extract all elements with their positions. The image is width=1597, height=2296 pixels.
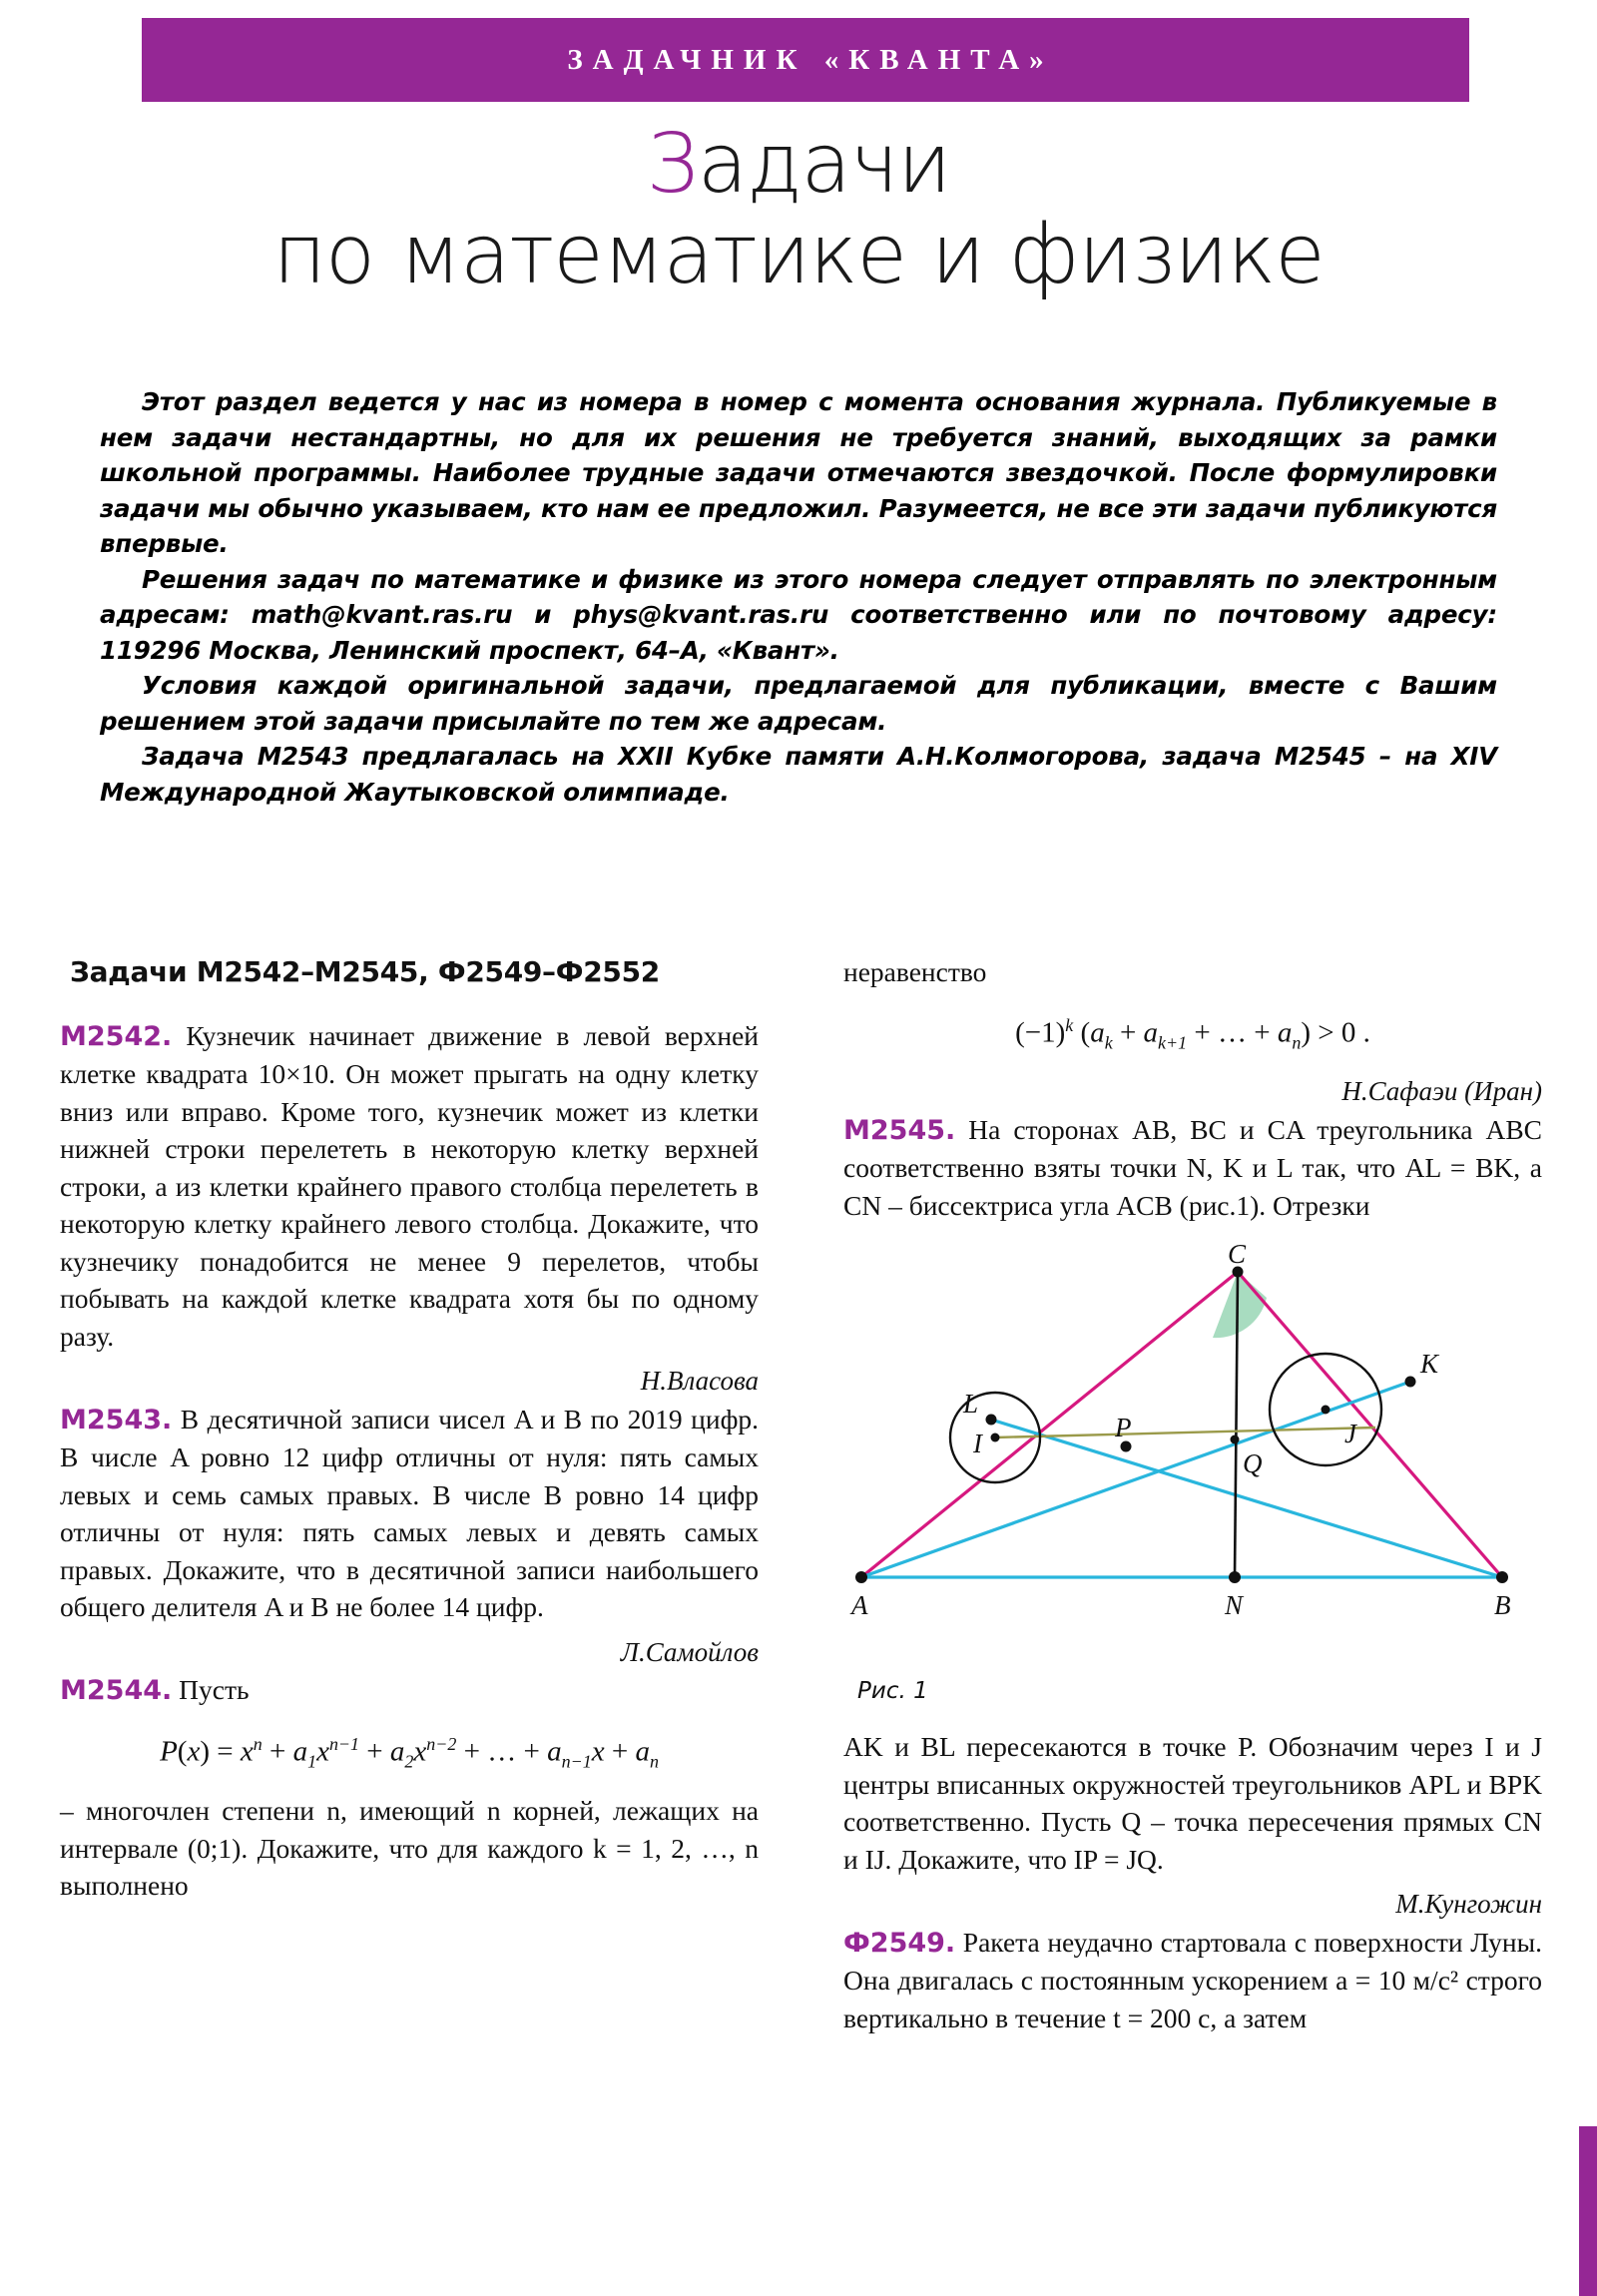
problem-body-m2545-part2: AK и BL пересекаются в точке P. Обозначим через I и J центры вписанных окружностей треугольников APL и BPK соответственно. Пусть Q – точка пересечения прямых CN и IJ. Докажите, что IP = JQ. bbox=[843, 1731, 1542, 1875]
intro-paragraph-1: Этот раздел ведется у нас из номера в номер с момента основания журнала. Публикуемые в нем задачи нестандартны, но для их решения не требуется знаний, выходящих за рамки школьной программы. Наиболее трудные задачи отмечаются звездочкой. После формулировки задачи мы обычно указываем, кто нам ее предложил. Разумеется, не все эти задачи публикуются впервые. bbox=[100, 387, 1497, 558]
problem-number-m2543: М2543. bbox=[60, 1404, 173, 1435]
label-k: K bbox=[1420, 1348, 1439, 1379]
label-i: I bbox=[973, 1428, 982, 1458]
problem-author-m2543: Л.Самойлов bbox=[620, 1636, 759, 1667]
intro-paragraph-2: Решения задач по математике и физике из этого номера следует отправлять по электронным адресам: math@kvant.ras.ru и phys@kvant.ras.ru соответственно или по почтовому адресу: 119296 Москва, Ленинский проспект, 64–А, «Квант». bbox=[100, 564, 1497, 665]
line-ij bbox=[995, 1428, 1375, 1437]
label-j: J bbox=[1344, 1418, 1356, 1448]
point-l-dot bbox=[986, 1415, 997, 1426]
label-n: N bbox=[1225, 1589, 1244, 1620]
page-edge-tab bbox=[1579, 2126, 1597, 2296]
point-n-dot bbox=[1229, 1571, 1241, 1583]
problem-author-m2545: М.Кунгожин bbox=[1395, 1889, 1542, 1920]
side-ac-line bbox=[861, 1272, 1238, 1577]
problem-body-m2542: Кузнечик начинает движение в левой верхней клетке квадрата 10×10. Он может прыгать на одну клетку вниз или вправо. Кроме того, кузнечик может из клетки нижней строки перелететь в некоторую клетку верхней строки, а из клетки крайнего правого столбца перелететь в некоторую клетку крайнего левого столбца. Докажите, что кузнечику понадобится не менее 9 перелетов, чтобы побывать на каждой клетке квадрата хотя бы по одному разу. bbox=[60, 1019, 759, 1352]
problem-number-m2544: М2544. bbox=[60, 1675, 173, 1706]
point-j-dot bbox=[1322, 1406, 1331, 1415]
intro-paragraph-4: Задача М2543 предлагалась на XXII Кубке памяти А.Н.Колмогорова, задача М2545 – на XIV Международной Жаутыковской олимпиаде. bbox=[100, 742, 1497, 807]
problem-body-m2543: В десятичной записи чисел A и B по 2019 цифр. В числе A ровно 12 цифр отличны от нуля: пять самых левых и семь самых правых. В числе B ровно 14 цифр отличны от нуля: пять самых левых и девять самых правых. Докажите, что в десятичной записи наибольшего общего делителя A и B не более 14 цифр. bbox=[60, 1403, 760, 1622]
problem-author-m2542: Н.Власова bbox=[640, 1366, 759, 1396]
problems-section-heading: Задачи М2542–М2545, Ф2549–Ф2552 bbox=[70, 955, 660, 988]
problem-m2542 bbox=[60, 1017, 759, 1356]
problem-body-m2544-before: Пусть bbox=[179, 1674, 250, 1705]
problem-number-f2549: Ф2549. bbox=[843, 1927, 956, 1959]
title-line-1-rest: адачи bbox=[697, 117, 951, 212]
label-p: P bbox=[1115, 1412, 1132, 1442]
figure-caption: Рис. 1 bbox=[857, 1677, 928, 1704]
point-i-dot bbox=[991, 1434, 1000, 1442]
intro-paragraph-3: Условия каждой оригинальной задачи, предлагаемой для публикации, вместе с Вашим решением этой задачи присылайте по тем же адресам. bbox=[100, 671, 1497, 736]
label-l: L bbox=[963, 1388, 979, 1419]
figure-ris-1 bbox=[843, 1238, 1542, 1710]
triangle-diagram-svg bbox=[843, 1242, 1542, 1661]
angle-fill-acb bbox=[1213, 1272, 1267, 1338]
label-b: B bbox=[1494, 1589, 1511, 1620]
point-p-dot bbox=[1121, 1441, 1132, 1452]
formula-m2544-polynomial: $P(x) = x^n + a_1x^{n-1} + a_2x^{n-2}$ + … + $a_{n-1}x + a_n$ bbox=[160, 1733, 659, 1771]
problem-number-m2545: М2545. bbox=[843, 1114, 956, 1146]
formula-m2544-inequality: $(-1)^k$ ($a_k + a_{k+1}$ + … + $a_n) > 0$ . bbox=[1015, 1014, 1370, 1052]
section-banner bbox=[142, 18, 1469, 102]
problem-m2543 bbox=[60, 1401, 759, 1626]
intro-block bbox=[100, 384, 1497, 810]
point-c-dot bbox=[1233, 1267, 1244, 1278]
problem-f2549 bbox=[843, 1924, 1542, 2037]
point-b-dot bbox=[1496, 1571, 1508, 1583]
right-lead-word: неравенство bbox=[843, 956, 987, 987]
problem-m2545 bbox=[843, 1111, 1542, 1225]
problem-m2544 bbox=[60, 1671, 759, 1710]
side-cb-line bbox=[1238, 1272, 1502, 1577]
right-column bbox=[843, 953, 1542, 2042]
point-k-dot bbox=[1405, 1377, 1416, 1388]
title-line-2: по математике и физике bbox=[272, 208, 1325, 302]
label-q: Q bbox=[1243, 1447, 1263, 1478]
problem-body-m2544-after: – многочлен степени n, имеющий n корней, лежащих на интервале (0;1). Докажите, что для каждого k = 1, 2, …, n выполнено bbox=[60, 1795, 759, 1902]
label-a: A bbox=[851, 1589, 868, 1620]
point-a-dot bbox=[855, 1571, 867, 1583]
problem-number-m2542: М2542. bbox=[60, 1020, 173, 1052]
title-accent-letter: З bbox=[646, 117, 698, 212]
cevian-bl bbox=[991, 1420, 1502, 1577]
formula-author-m2544: Н.Сафаэи (Иран) bbox=[1341, 1076, 1542, 1107]
left-column bbox=[60, 953, 759, 1911]
page-title bbox=[0, 117, 1597, 302]
problem-body-m2545-part1: На сторонах AB, BC и CA треугольника ABC соответственно взяты точки N, K и L так, что AL = BK, а CN – биссектриса угла ACB (рис.1). Отрезки bbox=[843, 1113, 1543, 1221]
point-q-dot bbox=[1231, 1435, 1240, 1444]
banner-title: ЗАДАЧНИК «КВАНТА» bbox=[567, 43, 1054, 76]
label-c: C bbox=[1228, 1238, 1247, 1269]
title-line-1 bbox=[0, 117, 1597, 212]
problem-body-f2549: Ракета неудачно стартовала с поверхности Луны. Она двигалась с постоянным ускорением a = 10 м/с² строго вертикально в течение t = 200 с, а затем bbox=[843, 1926, 1543, 2033]
